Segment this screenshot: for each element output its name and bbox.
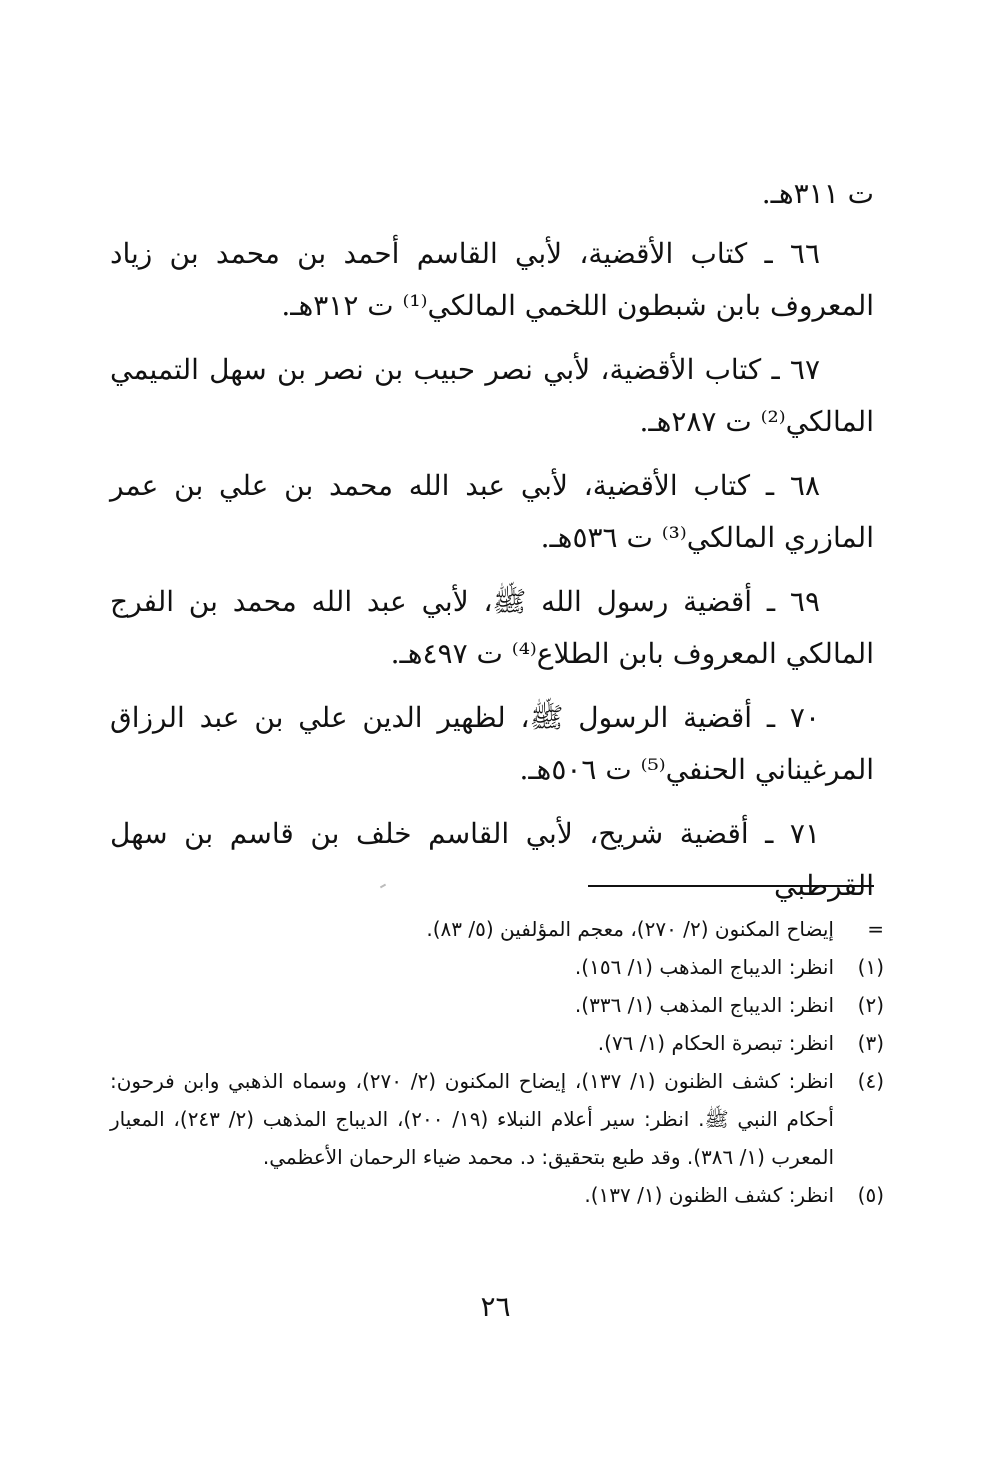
footnote-text: إيضاح المكنون (٢/ ٢٧٠)، معجم المؤلفين (٥/ ٨٣). [426,917,834,941]
footnote-4 [110,1062,884,1176]
footnote-continuation [110,910,884,948]
footnote-mark: (٥) [857,1183,884,1207]
footnote-mark: (٤) [857,1069,884,1093]
footnote-1 [110,948,884,986]
footnote-separator [588,885,874,887]
footnotes [110,910,884,1214]
entry-69: ٦٩ ـ أقضية رسول الله ﷺ، لأبي عبد الله محمد بن الفرج المالكي المعروف بابن الطلاع⁽⁴⁾ ت ٤٩٧هـ. [110,585,874,670]
entry-67: ٦٧ ـ كتاب الأقضية، لأبي نصر حبيب بن نصر بن سهل التميمي المالكي⁽²⁾ ت ٢٨٧هـ. [110,353,874,438]
footnote-mark: = [867,917,884,941]
footnote-text: انظر: تبصرة الحكام (١/ ٧٦). [597,1031,834,1055]
footnote-text: انظر: كشف الظنون (١/ ١٣٧). [584,1183,834,1207]
footnote-text: انظر: كشف الظنون (١/ ١٣٧)، إيضاح المكنون (٢/ ٢٧٠)، وسماه الذهبي وابن فرحون: أحكام النبي ﷺ. انظر: سير أعلام النبلاء (١٩/ ٢٠٠)، الديباج المذهب (٢/ ٢٤٣)، المعيار المعرب (١/ ٣٨٦). وقد طبع بتحقيق: د. محمد ضياء الرحمان الأعظمي. [110,1069,834,1169]
footnote-text: انظر: الديباج المذهب (١/ ١٥٦). [574,955,834,979]
entry-70: ٧٠ ـ أقضية الرسول ﷺ، لظهير الدين علي بن عبد الرزاق المرغيناني الحنفي⁽⁵⁾ ت ٥٠٦هـ. [110,701,874,786]
continuation-text: ت ٣١١هـ. [761,177,874,210]
entry-68: ٦٨ ـ كتاب الأقضية، لأبي عبد الله محمد بن علي بن عمر المازري المالكي⁽³⁾ ت ٥٣٦هـ. [110,469,874,554]
entries-list [110,228,874,924]
footnote-mark: (٢) [857,993,884,1017]
footnote-mark: (٣) [857,1031,884,1055]
entry-71: ٧١ ـ أقضية شريح، لأبي القاسم خلف بن قاسم بن سهل القرطبي [110,817,874,902]
footnote-5 [110,1176,884,1214]
continuation-line [110,168,874,220]
footnote-mark: (١) [857,955,884,979]
footnote-text: انظر: الديباج المذهب (١/ ٣٣٦). [574,993,834,1017]
footnote-3 [110,1024,884,1062]
page-number: ٢٦ [480,1290,511,1323]
footnote-2 [110,986,884,1024]
entry-66: ٦٦ ـ كتاب الأقضية، لأبي القاسم أحمد بن محمد بن زياد المعروف بابن شبطون اللخمي المالكي⁽¹⁾ ت ٣١٢هـ. [110,237,874,322]
